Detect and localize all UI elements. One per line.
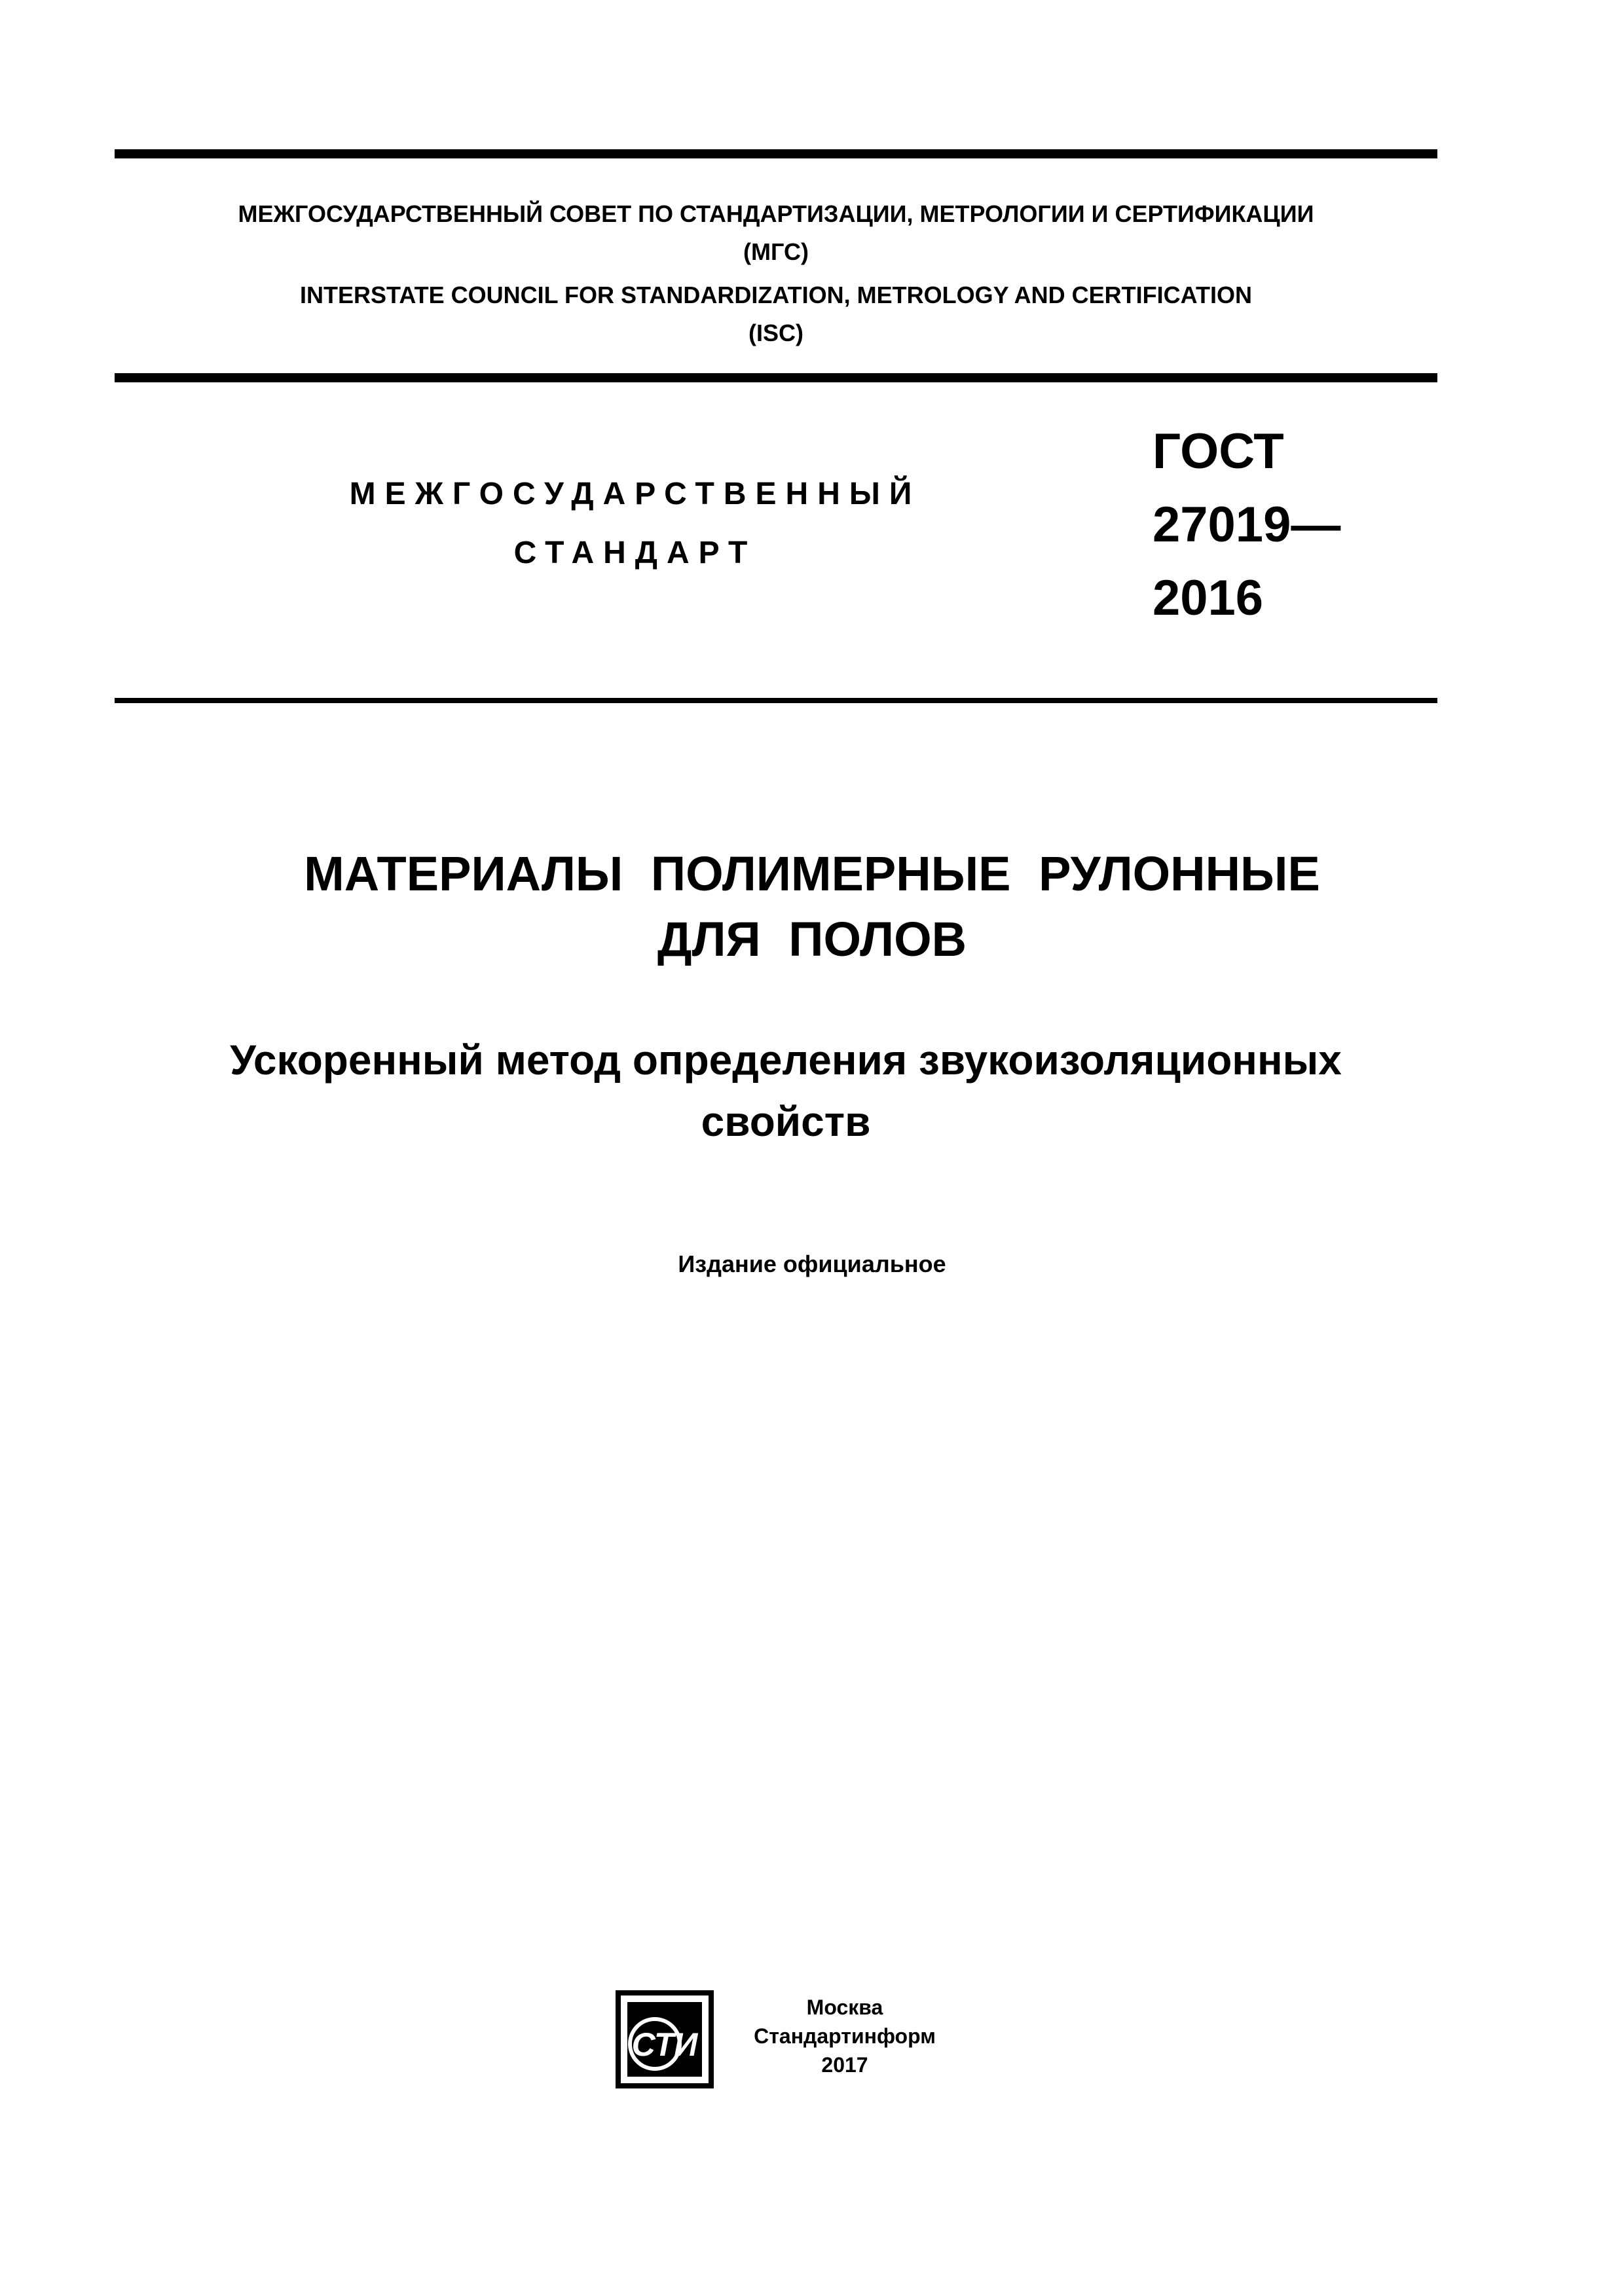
designation-gost: ГОСТ [1153, 424, 1284, 479]
standard-designation [1153, 415, 1340, 635]
title-line1: МАТЕРИАЛЫ ПОЛИМЕРНЫЕ РУЛОННЫЕ [304, 847, 1320, 901]
council-en-name: INTERSTATE COUNCIL FOR STANDARDIZATION, METROLOGY AND CERTIFICATION [300, 282, 1252, 308]
document-subtitle [65, 1029, 1506, 1152]
publisher-city: Москва [806, 1995, 883, 2019]
publisher-name: Стандартинформ [754, 2024, 936, 2048]
header-bottom-rule [115, 698, 1437, 703]
subtitle-line2: свойств [701, 1098, 871, 1145]
standard-type-line2: СТАНДАРТ [513, 536, 757, 570]
council-ru-name: МЕЖГОСУДАРСТВЕННЫЙ СОВЕТ ПО СТАНДАРТИЗАЦИИ, МЕТРОЛОГИИ И СЕРТИФИКАЦИИ [238, 200, 1314, 227]
council-block [115, 195, 1437, 352]
designation-number: 27019— [1153, 497, 1341, 553]
document-title [115, 841, 1509, 972]
council-rule [115, 373, 1437, 382]
council-en-abbr: (ISC) [748, 319, 803, 346]
title-line2: ДЛЯ ПОЛОВ [657, 912, 967, 966]
standard-type [314, 465, 956, 583]
standartinform-logo-icon [616, 1990, 714, 2088]
edition-note: Издание официальное [678, 1250, 946, 1277]
subtitle-line1: Ускоренный метод определения звукоизоляционных [230, 1036, 1342, 1084]
top-rule [115, 149, 1437, 158]
logo-lettering: СТИ [631, 2026, 698, 2063]
council-ru-abbr: (МГС) [743, 238, 809, 265]
publisher-block [733, 1993, 956, 2079]
standard-type-line1: МЕЖГОСУДАРСТВЕННЫЙ [349, 477, 921, 511]
publisher-year: 2017 [821, 2053, 868, 2077]
designation-year: 2016 [1153, 570, 1264, 626]
